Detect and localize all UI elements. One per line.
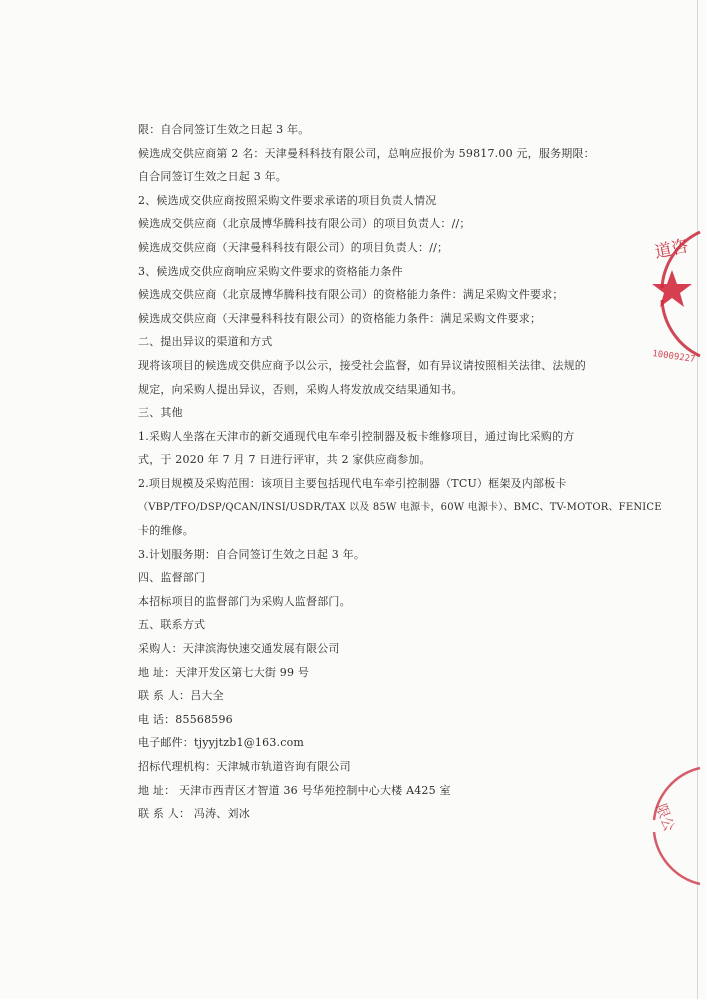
seal-star-icon [652, 270, 692, 307]
text-line: 规定，向采购人提出异议，否则，采购人将发放成交结果通知书。 [138, 382, 463, 396]
company-seal-lower [640, 760, 706, 890]
section-heading: 五、联系方式 [138, 618, 206, 632]
contact-agency: 招标代理机构：天津城市轨道咨询有限公司 [138, 760, 351, 774]
seal-upper-text: 道咨 [652, 236, 691, 263]
text-line: 3.计划服务期：自合同签订生效之日起 3 年。 [138, 547, 366, 561]
contact-email: 电子邮件：tjyyjtzb1@163.com [138, 736, 305, 750]
contact-purchaser: 采购人：天津滨海快速交通发展有限公司 [138, 642, 340, 656]
text-line: 限：自合同签订生效之日起 3 年。 [138, 123, 310, 136]
text-line: 候选成交供应商（北京晟博华腾科技有限公司）的项目负责人：//； [138, 217, 471, 231]
text-line: 候选成交供应商（北京晟博华腾科技有限公司）的资格能力条件：满足采购文件要求； [138, 288, 564, 302]
text-line: 1.采购人坐落在天津市的新交通现代电车牵引控制器及板卡维修项目，通过询比采购的方 [138, 429, 575, 443]
section-heading: 二、提出异议的渠道和方式 [138, 335, 273, 349]
seal-upper-number: 10009227 [651, 349, 696, 366]
text-line: 候选成交供应商第 2 名：天津曼科科技有限公司，总响应报价为 59817.00 元，服务期限： [138, 146, 595, 160]
contact-agency-address: 地 址： 天津市西青区才智道 36 号华苑控制中心大楼 A425 室 [138, 783, 451, 797]
company-seal-upper [640, 218, 706, 368]
section-heading: 三、其他 [138, 406, 183, 420]
seal-lower-text: 限公 [652, 801, 677, 834]
document-body [138, 123, 662, 832]
text-line: 自合同签订生效之日起 3 年。 [138, 170, 287, 184]
text-line: 卡的维修。 [138, 524, 194, 538]
text-line: 式，于 2020 年 7 月 7 日进行评审，共 2 家供应商参加。 [138, 453, 431, 467]
text-line: 现将该项目的候选成交供应商予以公示，接受社会监督，如有异议请按照相关法律、法规的 [138, 358, 586, 372]
section-heading: 2、候选成交供应商按照采购文件要求承诺的项目负责人情况 [138, 193, 437, 207]
section-heading: 四、监督部门 [138, 571, 206, 585]
text-line: 2.项目规模及采购范围：该项目主要包括现代电车牵引控制器（TCU）框架及内部板卡 [138, 476, 567, 490]
section-heading: 3、候选成交供应商响应采购文件要求的资格能力条件 [138, 264, 403, 278]
text-line: 候选成交供应商（天津曼科科技有限公司）的资格能力条件：满足采购文件要求； [138, 311, 542, 325]
text-line: （VBP/TFO/DSP/QCAN/INSI/USDR/TAX 以及 85W 电源卡，60W 电源卡）、BMC、TV-MOTOR、FENICE [138, 501, 662, 513]
text-line: 候选成交供应商（天津曼科科技有限公司）的项目负责人：//； [138, 240, 449, 254]
text-line: 本招标项目的监督部门为采购人监督部门。 [138, 594, 351, 608]
contact-phone: 电 话：85568596 [138, 712, 233, 726]
contact-agency-person: 联 系 人： 冯涛、刘冰 [138, 807, 250, 821]
contact-person: 联 系 人：吕大全 [138, 689, 224, 703]
contact-address: 地 址：天津开发区第七大街 99 号 [138, 665, 310, 679]
